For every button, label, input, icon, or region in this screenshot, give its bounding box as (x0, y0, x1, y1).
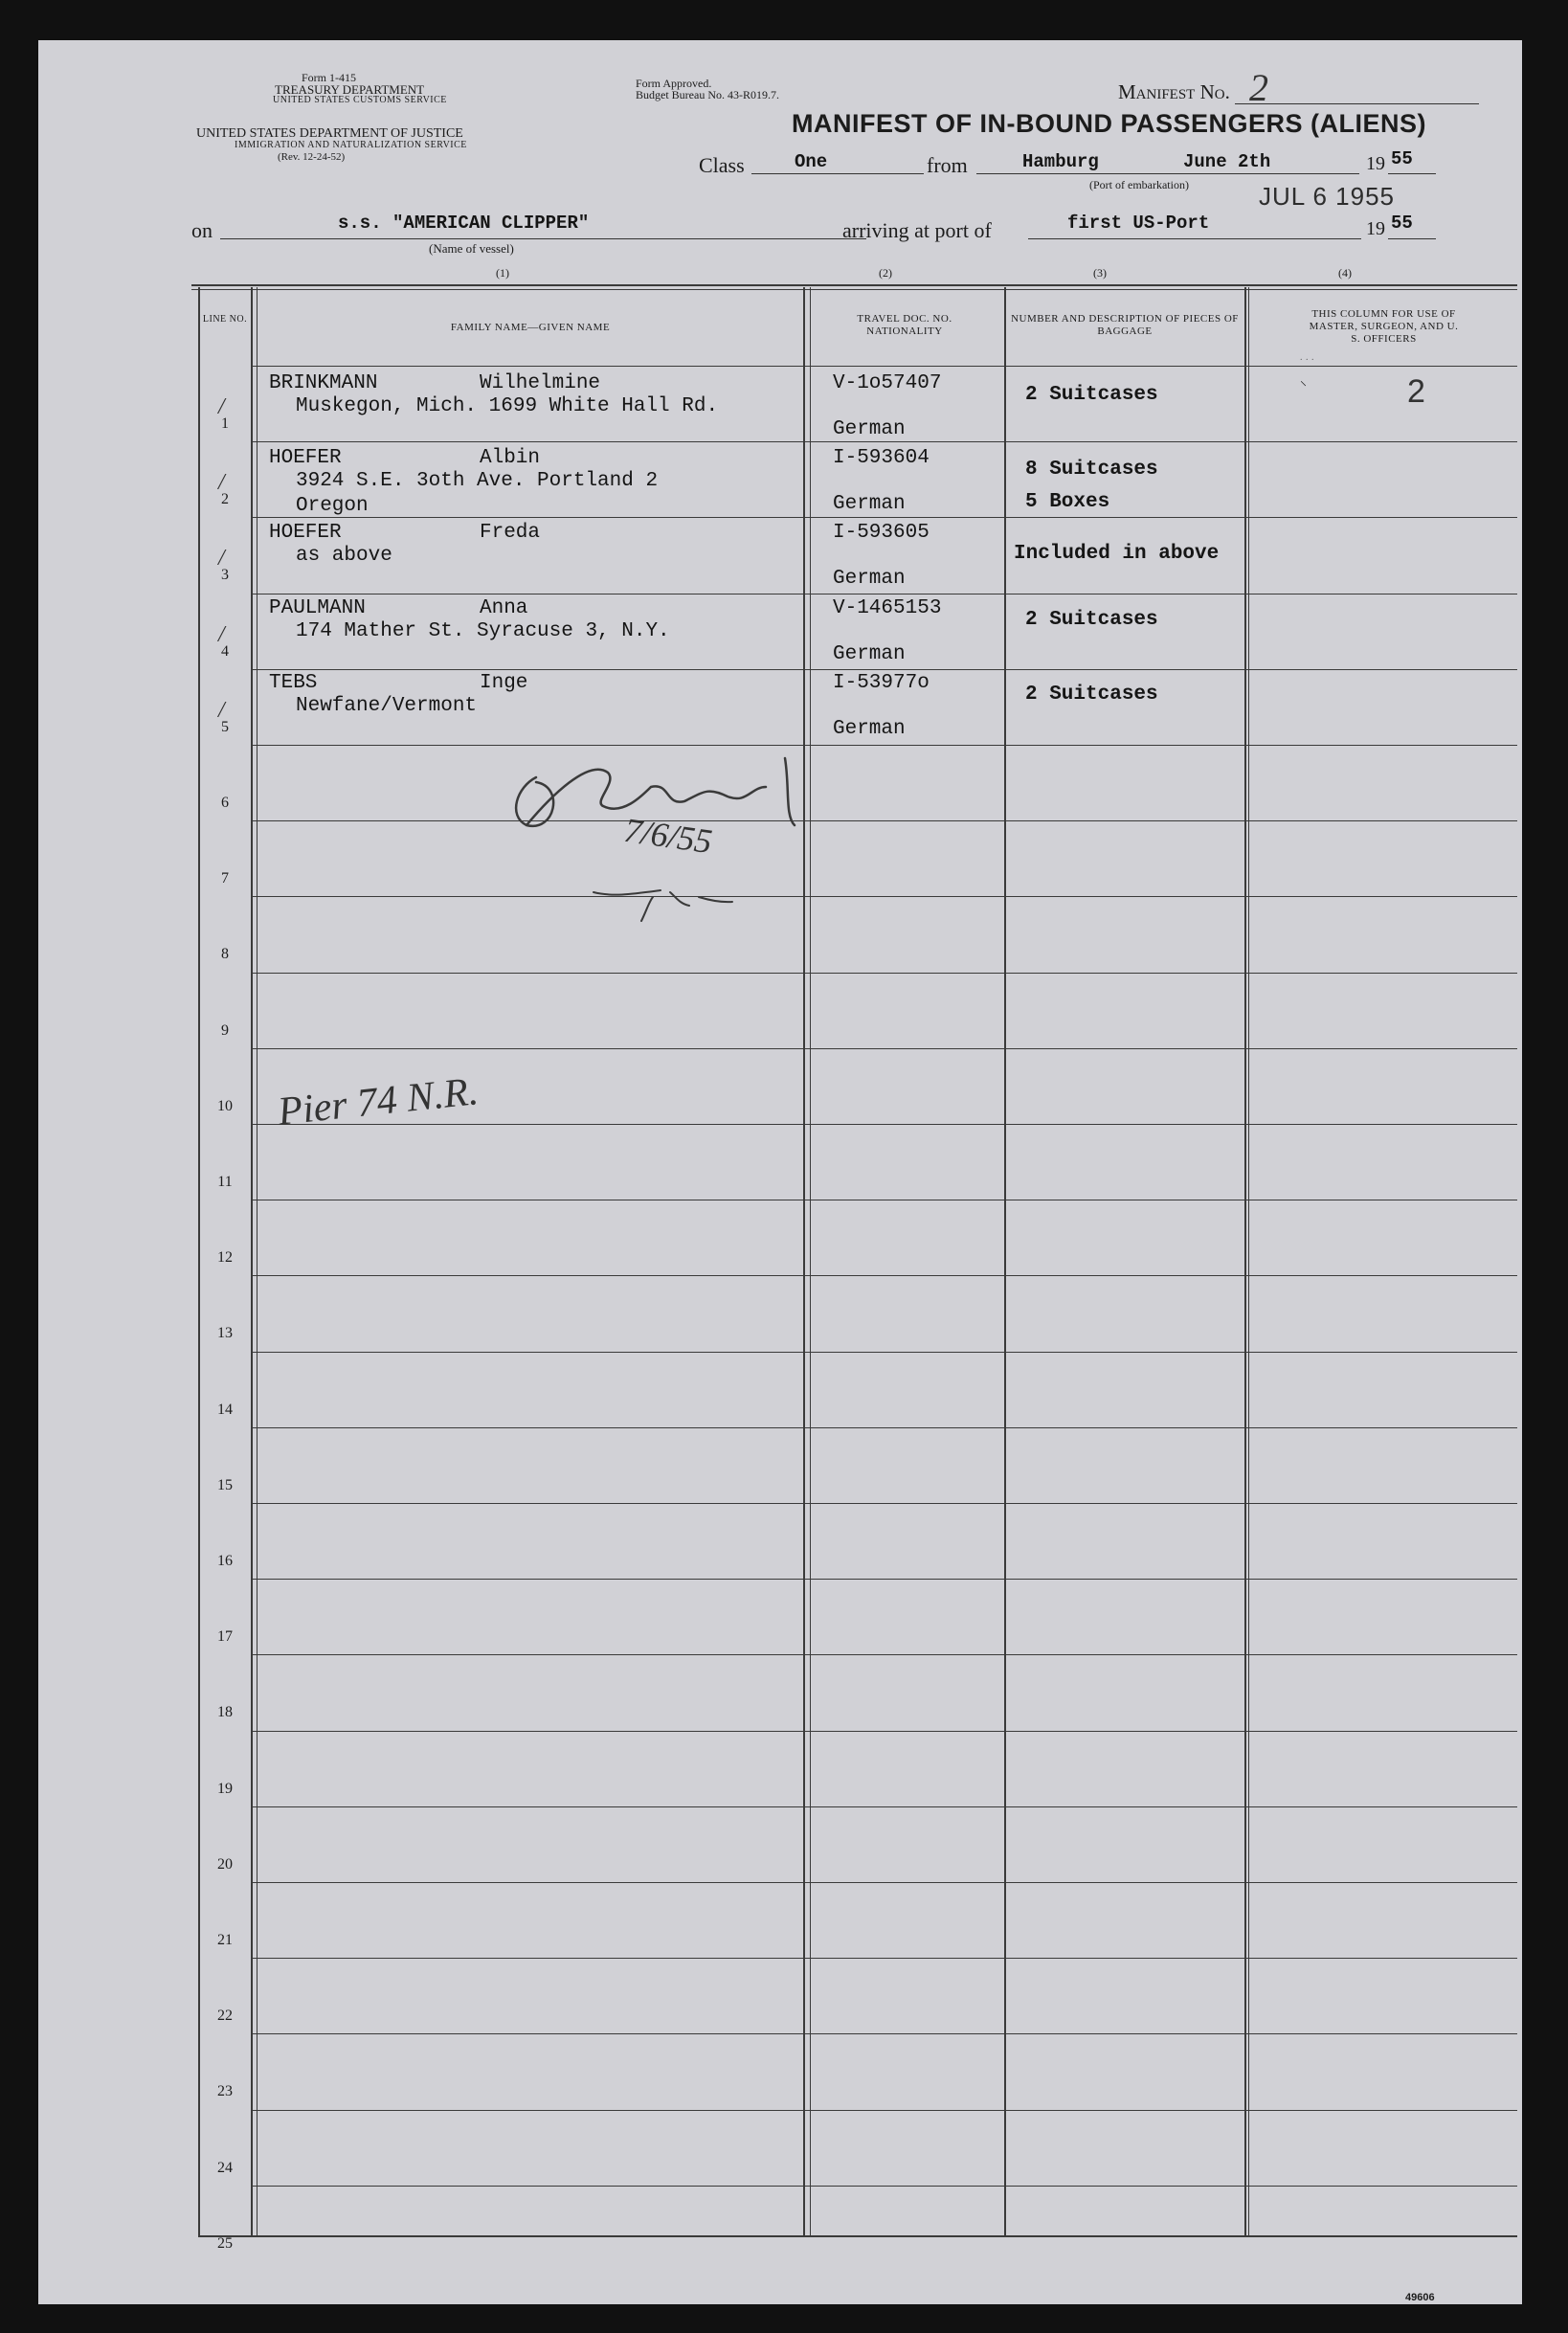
nationality: German (833, 418, 906, 440)
line-number: 1 (221, 415, 229, 432)
row-divider (251, 1882, 1517, 1883)
line-number: 6 (221, 795, 229, 811)
nationality: German (833, 568, 906, 590)
form-footer-number: 49606 (1405, 2292, 1435, 2303)
family-name: TEBS (269, 672, 318, 694)
baggage-2: 5 Boxes (1025, 491, 1110, 513)
year-2: 55 (1391, 213, 1413, 234)
officer-mark: 2 (1407, 373, 1425, 410)
line-number: 3 (221, 567, 229, 583)
justice-department: UNITED STATES DEPARTMENT OF JUSTICE (196, 126, 463, 141)
header-baggage: NUMBER AND DESCRIPTION OF PIECES OF BAGGAGE (1011, 313, 1239, 337)
header-line-no: LINE NO. (202, 314, 248, 325)
manifest-no-value: 2 (1249, 66, 1268, 109)
line-number: 24 (217, 2160, 233, 2176)
revision-date: (Rev. 12-24-52) (278, 151, 346, 163)
class-value: One (795, 151, 828, 172)
line-number: 22 (217, 2008, 233, 2024)
year-prefix-2: 19 (1366, 218, 1385, 239)
travel-doc-no: I-593604 (833, 447, 930, 469)
year-prefix-1: 19 (1366, 153, 1385, 174)
nationality: German (833, 718, 906, 740)
budget-bureau: Budget Bureau No. 43-R019.7. (636, 88, 779, 101)
row-divider (251, 2186, 1517, 2187)
row-divider (251, 1579, 1517, 1580)
header-officers: THIS COLUMN FOR USE OF MASTER, SURGEON, AND U. S. OFFICERS (1309, 308, 1459, 345)
line-number: 5 (221, 719, 229, 735)
from-label: from (927, 153, 968, 177)
arrival-port: first US-Port (1067, 213, 1210, 234)
address-line: 3924 S.E. 3oth Ave. Portland 2 (296, 470, 659, 492)
address-line: Muskegon, Mich. 1699 White Hall Rd. (296, 395, 719, 417)
line-number: 21 (217, 1932, 233, 1948)
given-name: Albin (480, 447, 541, 469)
baggage: 2 Suitcases (1025, 684, 1158, 706)
line-number: 19 (217, 1781, 233, 1797)
col-num-3: (3) (1093, 266, 1107, 280)
address-line-2: Oregon (296, 495, 369, 517)
address-line: Newfane/Vermont (296, 695, 478, 717)
given-name: Freda (480, 522, 541, 544)
line-number: 2 (221, 491, 229, 507)
nationality: German (833, 493, 906, 515)
row-divider (251, 1806, 1517, 1807)
travel-doc-no: V-1o57407 (833, 372, 942, 394)
row-divider (251, 366, 1517, 367)
line-number: 9 (221, 1022, 229, 1039)
year-1: 55 (1391, 148, 1413, 169)
received-date-stamp: JUL 6 1955 (1259, 182, 1396, 211)
row-divider (251, 441, 1517, 442)
family-name: HOEFER (269, 447, 342, 469)
baggage: 2 Suitcases (1025, 609, 1158, 631)
address-line: 174 Mather St. Syracuse 3, N.Y. (296, 620, 670, 642)
baggage: 2 Suitcases (1025, 384, 1158, 406)
check-mark: / (218, 394, 225, 419)
row-divider (251, 1275, 1517, 1276)
baggage: Included in above (1014, 543, 1220, 565)
line-number: 18 (217, 1704, 233, 1720)
form-approved: Form Approved. (636, 77, 712, 90)
row-divider (251, 1048, 1517, 1049)
header-name: FAMILY NAME—GIVEN NAME (450, 322, 611, 333)
signature-date: 7/6/55 (621, 810, 715, 862)
row-divider (251, 1427, 1517, 1428)
line-number: 11 (217, 1174, 233, 1190)
port-embark-caption: (Port of embarkation) (1089, 178, 1189, 191)
line-number: 4 (221, 643, 229, 660)
treasury-department: TREASURY DEPARTMENT (275, 82, 425, 97)
row-divider (251, 2033, 1517, 2034)
check-mark: / (218, 622, 225, 647)
vessel-caption: (Name of vessel) (429, 241, 514, 256)
line-number: 17 (217, 1628, 233, 1645)
line-number: 13 (217, 1325, 233, 1341)
manifest-no-label: Manifest No. (1118, 80, 1230, 103)
line-number: 25 (217, 2235, 233, 2252)
check-mark: / (218, 546, 225, 571)
line-number: 23 (217, 2083, 233, 2099)
from-value: Hamburg (1022, 151, 1099, 172)
vessel-name: s.s. "AMERICAN CLIPPER" (338, 213, 590, 234)
line-number: 20 (217, 1856, 233, 1873)
nationality: German (833, 643, 906, 665)
given-name: Wilhelmine (480, 372, 601, 394)
family-name: BRINKMANN (269, 372, 378, 394)
row-divider (251, 669, 1517, 670)
row-divider (251, 517, 1517, 518)
page-title: MANIFEST OF IN-BOUND PASSENGERS (ALIENS) (792, 109, 1427, 138)
travel-doc-no: V-1465153 (833, 597, 942, 619)
manifest-sheet: Form 1-415 TREASURY DEPARTMENT UNITED STATES CUSTOMS SERVICE UNITED STATES DEPARTMENT OF JUSTICE IMMIGRATION AND NATURALIZATION SERVICE (Rev. 12-24-52) Form Approved. Budget Bureau No. 43-R019.7. Manifest No. 2 MANIFEST OF IN-BOUND PASSENGERS (ALIENS) Class One from Hamburg June 2th 19 55 (Port of embarkation) JUL 6 1955 on s.s. "AMERICAN CLIPPER" (Name of vessel) arriving at port of first US-Port 19 55 (1) (2) (3) (4) LINE NO. FAMILY NAME—GIVEN NAME TRAVEL DOC. NO. NATIONALITY NUMBER AND DESCRIPTION OF PIECES OF BAGGAGE THIS COLUMN FOR USE OF MASTER, SURGEON, AND U. S. OFFICERS . . . 1 / 2 / 3 / 4 / 5 / 6 7 8 9 10 11 12 13 14 15 16 17 18 19 20 21 22 23 24 25 BRINKMANN Wilhelmine Muskegon, Mich. 1699 White Hall Rd. V-1o57407 German 2 Suitcases HOEFER Albin 3924 S.E. 3oth Ave. Portland 2 Oregon I-593604 German 8 Suitcases 5 Boxes HOEFER Freda as above I-593605 German Included in above PAULMANN Anna 174 Mather St. Syracuse 3, N.Y. V-1465153 German 2 Suitcases TEBS Inge Newfane/Vermont I-53977o German 2 Suitcases 2 ⸌ 7/6/55 Pier 74 N.R. 49606 (38, 40, 1522, 2304)
on-label: on (191, 218, 213, 242)
customs-service: UNITED STATES CUSTOMS SERVICE (273, 95, 447, 105)
address-line: as above (296, 545, 392, 567)
row-divider (251, 1654, 1517, 1655)
row-divider (251, 1503, 1517, 1504)
arriving-label: arriving at port of (842, 218, 992, 242)
line-number: 8 (221, 946, 229, 962)
form-number: Form 1-415 (302, 71, 356, 84)
row-divider (251, 1731, 1517, 1732)
row-divider (251, 1352, 1517, 1353)
check-mark: / (218, 470, 225, 495)
line-number: 12 (217, 1249, 233, 1266)
line-number: 15 (217, 1477, 233, 1493)
line-number: 16 (217, 1553, 233, 1569)
check-mark: / (218, 698, 225, 723)
pier-note: Pier 74 N.R. (276, 1069, 481, 1134)
col-num-1: (1) (496, 266, 509, 280)
given-name: Anna (480, 597, 528, 619)
row-divider (251, 1958, 1517, 1959)
col-num-2: (2) (879, 266, 892, 280)
given-name: Inge (480, 672, 528, 694)
line-number: 10 (217, 1098, 233, 1114)
family-name: HOEFER (269, 522, 342, 544)
baggage: 8 Suitcases (1025, 459, 1158, 481)
row-divider (251, 2110, 1517, 2111)
row-divider (251, 1124, 1517, 1125)
travel-doc-no: I-53977o (833, 672, 930, 694)
date-value: June 2th (1183, 151, 1271, 172)
header-travel-doc: TRAVEL DOC. NO. NATIONALITY (857, 313, 952, 337)
family-name: PAULMANN (269, 597, 366, 619)
col-num-4: (4) (1338, 266, 1352, 280)
immigration-service: IMMIGRATION AND NATURALIZATION SERVICE (235, 140, 467, 150)
line-number: 7 (221, 870, 229, 886)
class-label: Class (699, 153, 745, 177)
travel-doc-no: I-593605 (833, 522, 930, 544)
line-number: 14 (217, 1402, 233, 1418)
